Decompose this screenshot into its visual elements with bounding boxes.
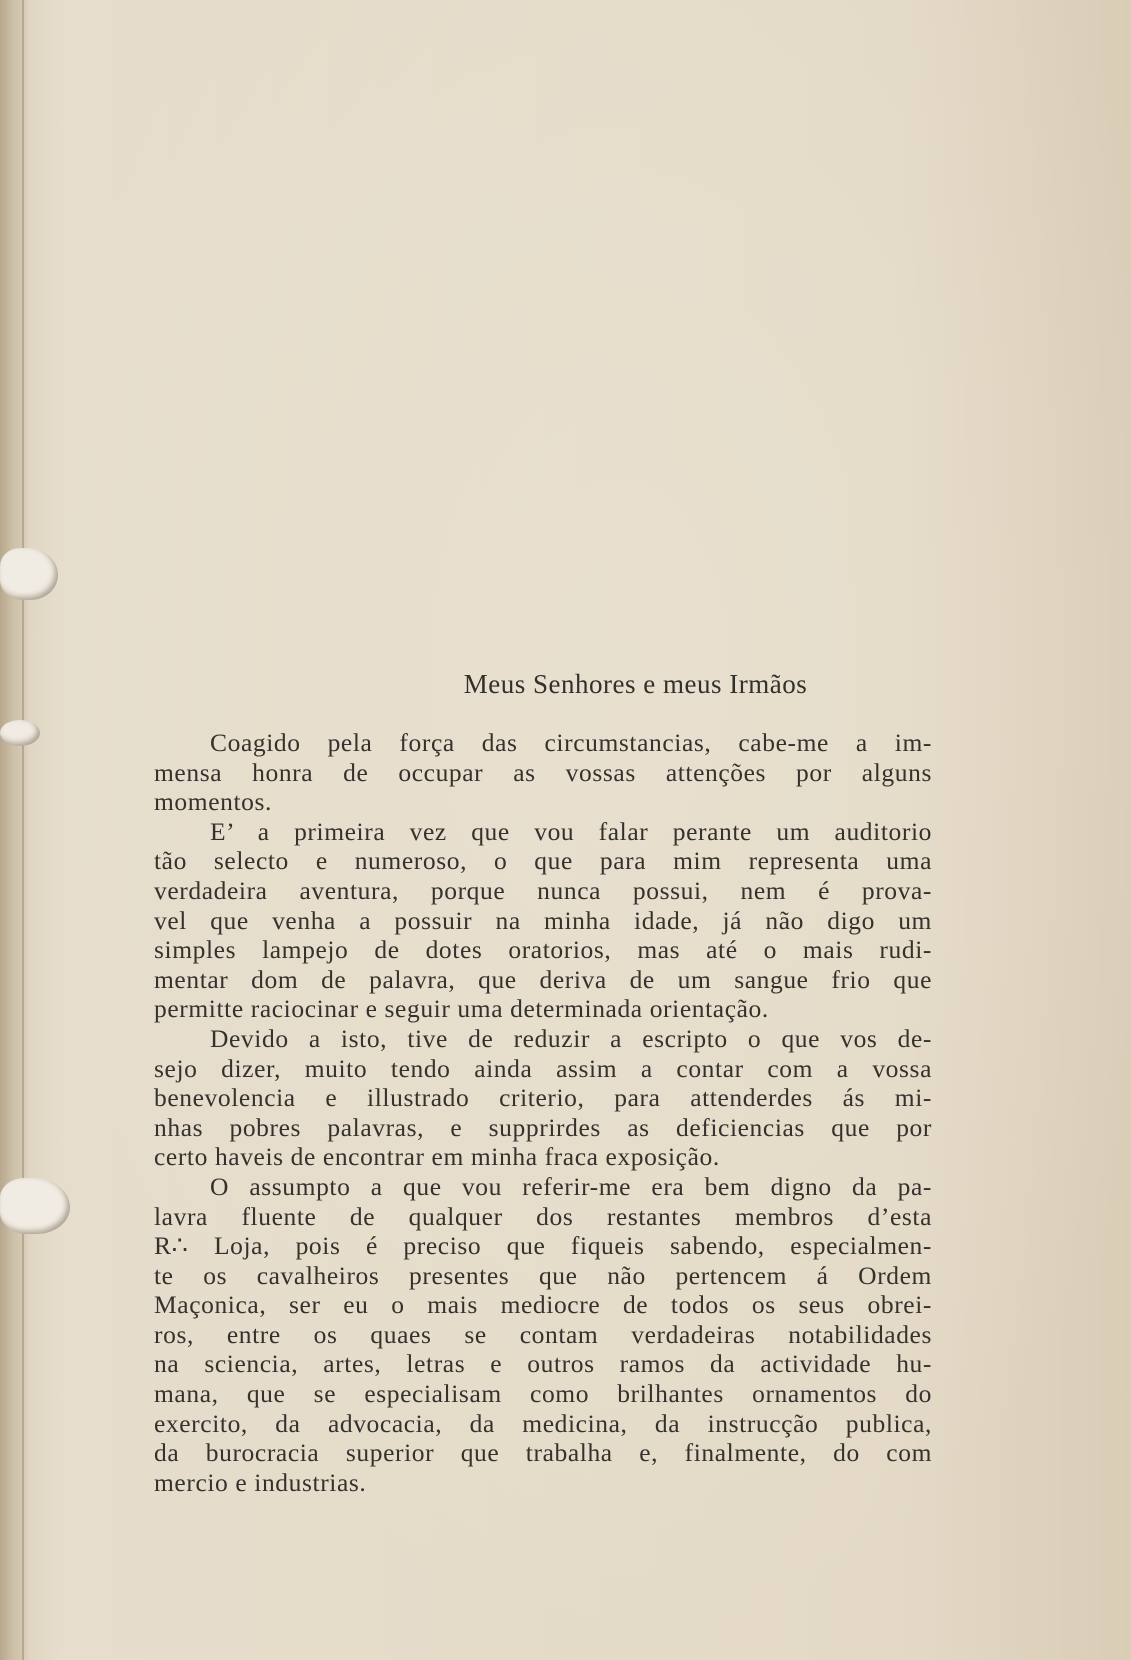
text-line: simples lampejo de dotes oratorios, mas até o mais rudi- [154, 935, 932, 965]
text-line: ros, entre os quaes se contam verdadeiras notabilidades [154, 1319, 932, 1349]
text-line: lavra fluente de qualquer dos restantes membros d’esta [154, 1201, 932, 1231]
text-line: exercito, da advocacia, da medicina, da instrucção publica, [154, 1408, 932, 1438]
text-line: da burocracia superior que trabalha e, finalmente, do com [154, 1438, 932, 1468]
text-line: sejo dizer, muito tendo ainda assim a contar com a vossa [154, 1053, 932, 1083]
text-line: E’ a primeira vez que vou falar perante um auditorio [210, 816, 932, 846]
text-line: verdadeira aventura, porque nunca possui, nem é prova- [154, 875, 932, 905]
paper-tear [0, 720, 40, 746]
text-line: Coagido pela força das circumstancias, cabe-me a im- [210, 728, 932, 757]
salutation-heading: Meus Senhores e meus Irmãos [463, 669, 808, 699]
text-line: mensa honra de occupar as vossas attenções por alguns [154, 757, 932, 787]
text-line: mentar dom de palavra, que deriva de um sangue frio que [154, 964, 932, 994]
text-line: Devido a isto, tive de reduzir a escripto o que vos de- [210, 1023, 932, 1053]
text-line: tão selecto e numeroso, o que para mim representa uma [154, 846, 932, 876]
text-line: benevolencia e illustrado criterio, para attenderdes ás mi- [154, 1083, 932, 1113]
text-line: Maçonica, ser eu o mais mediocre de todos os seus obrei- [154, 1290, 932, 1320]
text-line: vel que venha a possuir na minha idade, já não digo um [154, 905, 932, 935]
paper-tear [0, 1178, 70, 1234]
text-line: R∴ Loja, pois é preciso que fiqueis sabendo, especialmen- [154, 1231, 932, 1261]
paper-tear [0, 548, 58, 600]
text-line: mana, que se especialisam como brilhantes ornamentos do [154, 1379, 932, 1409]
text-line: mercio e industrias. [154, 1467, 367, 1497]
text-line: na sciencia, artes, letras e outros ramos da actividade hu- [154, 1349, 932, 1379]
text-line: te os cavalheiros presentes que não pertencem á Ordem [154, 1260, 932, 1290]
text-line: permitte raciocinar e seguir uma determinada orientação. [154, 994, 769, 1024]
body-text [154, 728, 932, 1497]
text-line: nhas pobres palavras, e supprirdes as deficiencias que por [154, 1112, 932, 1142]
text-line: certo haveis de encontrar em minha fraca exposição. [154, 1142, 720, 1172]
text-line: O assumpto a que vou referir-me era bem digno da pa- [210, 1171, 932, 1201]
binding-edge [0, 0, 30, 1660]
binding-fold-line [22, 0, 24, 1660]
bleed-through-texture [170, 225, 930, 665]
text-line: momentos. [154, 787, 273, 817]
